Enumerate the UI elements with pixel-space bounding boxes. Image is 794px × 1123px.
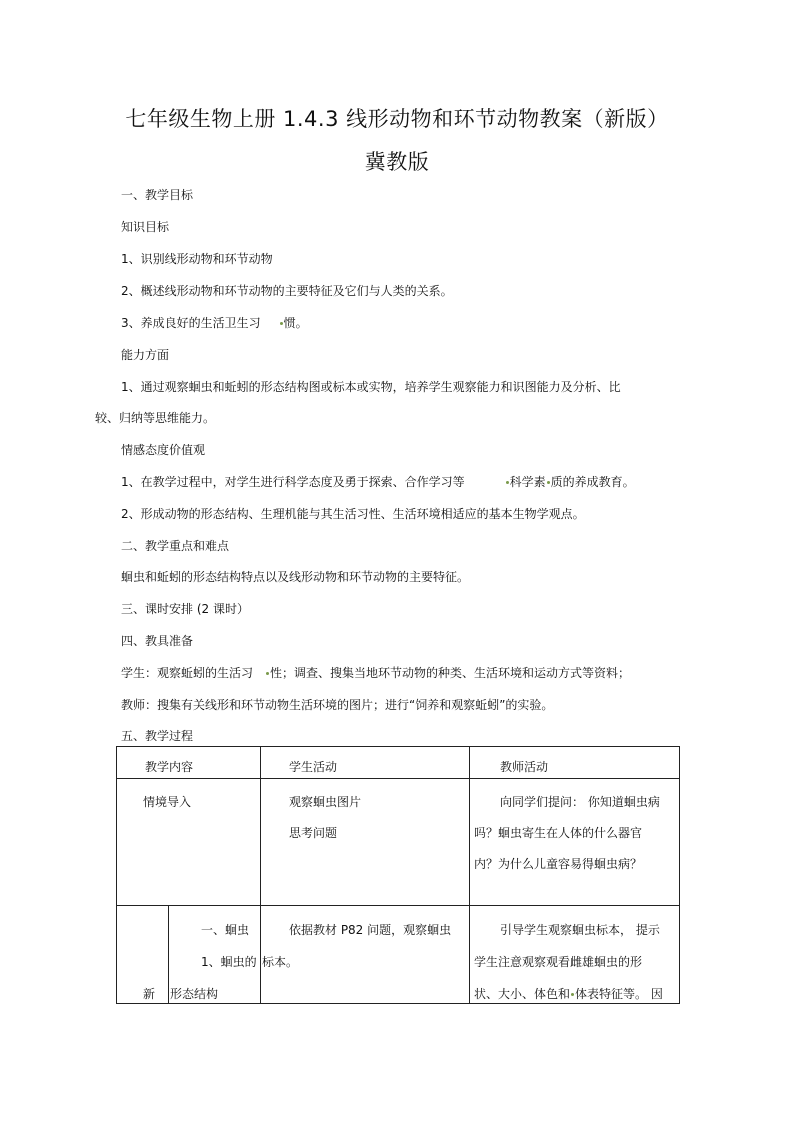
row2-teacher-cell: 引导学生观察蛔虫标本， 提示 学生注意观察观看雌雄蛔虫的形 状、大小、体色和 体表特征等。 因 xyxy=(470,906,680,1004)
section-heading-objectives: 一、教学目标 xyxy=(121,188,194,202)
section-heading-key-points: 二、教学重点和难点 xyxy=(121,539,230,553)
materials-student-part2: 性；调查、搜集当地环节动物的种类、生活环境和运动方式等资料； xyxy=(270,666,631,680)
subheading-ability: 能力方面 xyxy=(121,348,170,362)
document-title-line2: 冀教版 xyxy=(364,150,430,174)
section-heading-process: 五、教学过程 xyxy=(121,729,194,743)
row2-student-cell: 依据教材 P82 问题，观察蛔虫 标本。 xyxy=(261,906,470,1004)
knowledge-item-3 xyxy=(121,315,308,331)
row1-student-cell: 观察蛔虫图片 思考问题 xyxy=(261,779,470,906)
speck-mark xyxy=(571,993,574,996)
materials-student xyxy=(121,665,630,681)
materials-teacher: 教师：搜集有关线形和环节动物生活环境的图片；进行“饲养和观察蚯蚓”的实验。 xyxy=(121,698,554,712)
header-cell-content: 教学内容 xyxy=(117,747,261,779)
header-cell-student: 学生活动 xyxy=(261,747,470,779)
materials-student-part1: 学生：观察蚯蚓的生活习 xyxy=(121,666,254,680)
speck-mark xyxy=(506,481,509,484)
key-points-text: 蛔虫和蚯蚓的形态结构特点以及线形动物和环节动物的主要特征。 xyxy=(121,570,470,584)
emotion-item-1-part2: 科学素 xyxy=(509,475,546,489)
table-header-row xyxy=(117,747,680,779)
table-row xyxy=(117,779,680,906)
subheading-knowledge: 知识目标 xyxy=(121,220,170,234)
teaching-process-table xyxy=(116,746,680,1004)
row2-content-cell: 一、蛔虫 1、蛔虫的 形态结构 xyxy=(169,906,261,1004)
knowledge-item-2: 2、概述线形动物和环节动物的主要特征及它们与人类的关系。 xyxy=(121,284,453,298)
row2-side-cell: 新 xyxy=(117,906,169,1004)
emotion-item-1 xyxy=(121,474,635,490)
speck-mark xyxy=(547,481,550,484)
row1-content-cell: 情境导入 xyxy=(117,779,261,906)
emotion-item-1-part3: 质的养成教育。 xyxy=(550,475,635,489)
knowledge-item-3-part2: 惯。 xyxy=(283,316,308,330)
emotion-item-2: 2、形成动物的形态结构、生理机能与其生活习性、生活环境相适应的基本生物学观点。 xyxy=(121,507,585,521)
section-heading-materials: 四、教具准备 xyxy=(121,634,194,648)
table-row xyxy=(117,906,680,1004)
header-cell-teacher: 教师活动 xyxy=(470,747,680,779)
document-title-line1: 七年级生物上册 1.4.3 线形动物和环节动物教案（新版） xyxy=(125,107,669,131)
ability-item-1-line2: 较、归纳等思维能力。 xyxy=(95,411,216,425)
emotion-item-1-part1: 1、在教学过程中，对学生进行科学态度及勇于探索、合作学习等 xyxy=(121,475,465,489)
row1-teacher-cell: 向同学们提问： 你知道蛔虫病 吗？蛔虫寄生在人体的什么器官 内？为什么儿童容易得蛔虫病？ xyxy=(470,779,680,906)
section-heading-schedule: 三、课时安排 (2 课时） xyxy=(121,602,249,616)
speck-mark xyxy=(266,672,269,675)
knowledge-item-3-part1: 3、养成良好的生活卫生习 xyxy=(121,316,261,330)
knowledge-item-1: 1、识别线形动物和环节动物 xyxy=(121,252,273,266)
ability-item-1-line1: 1、通过观察蛔虫和蚯蚓的形态结构图或标本或实物，培养学生观察能力和识图能力及分析、比 xyxy=(121,380,621,394)
speck-mark xyxy=(280,322,283,325)
subheading-emotion: 情感态度价值观 xyxy=(121,443,206,457)
